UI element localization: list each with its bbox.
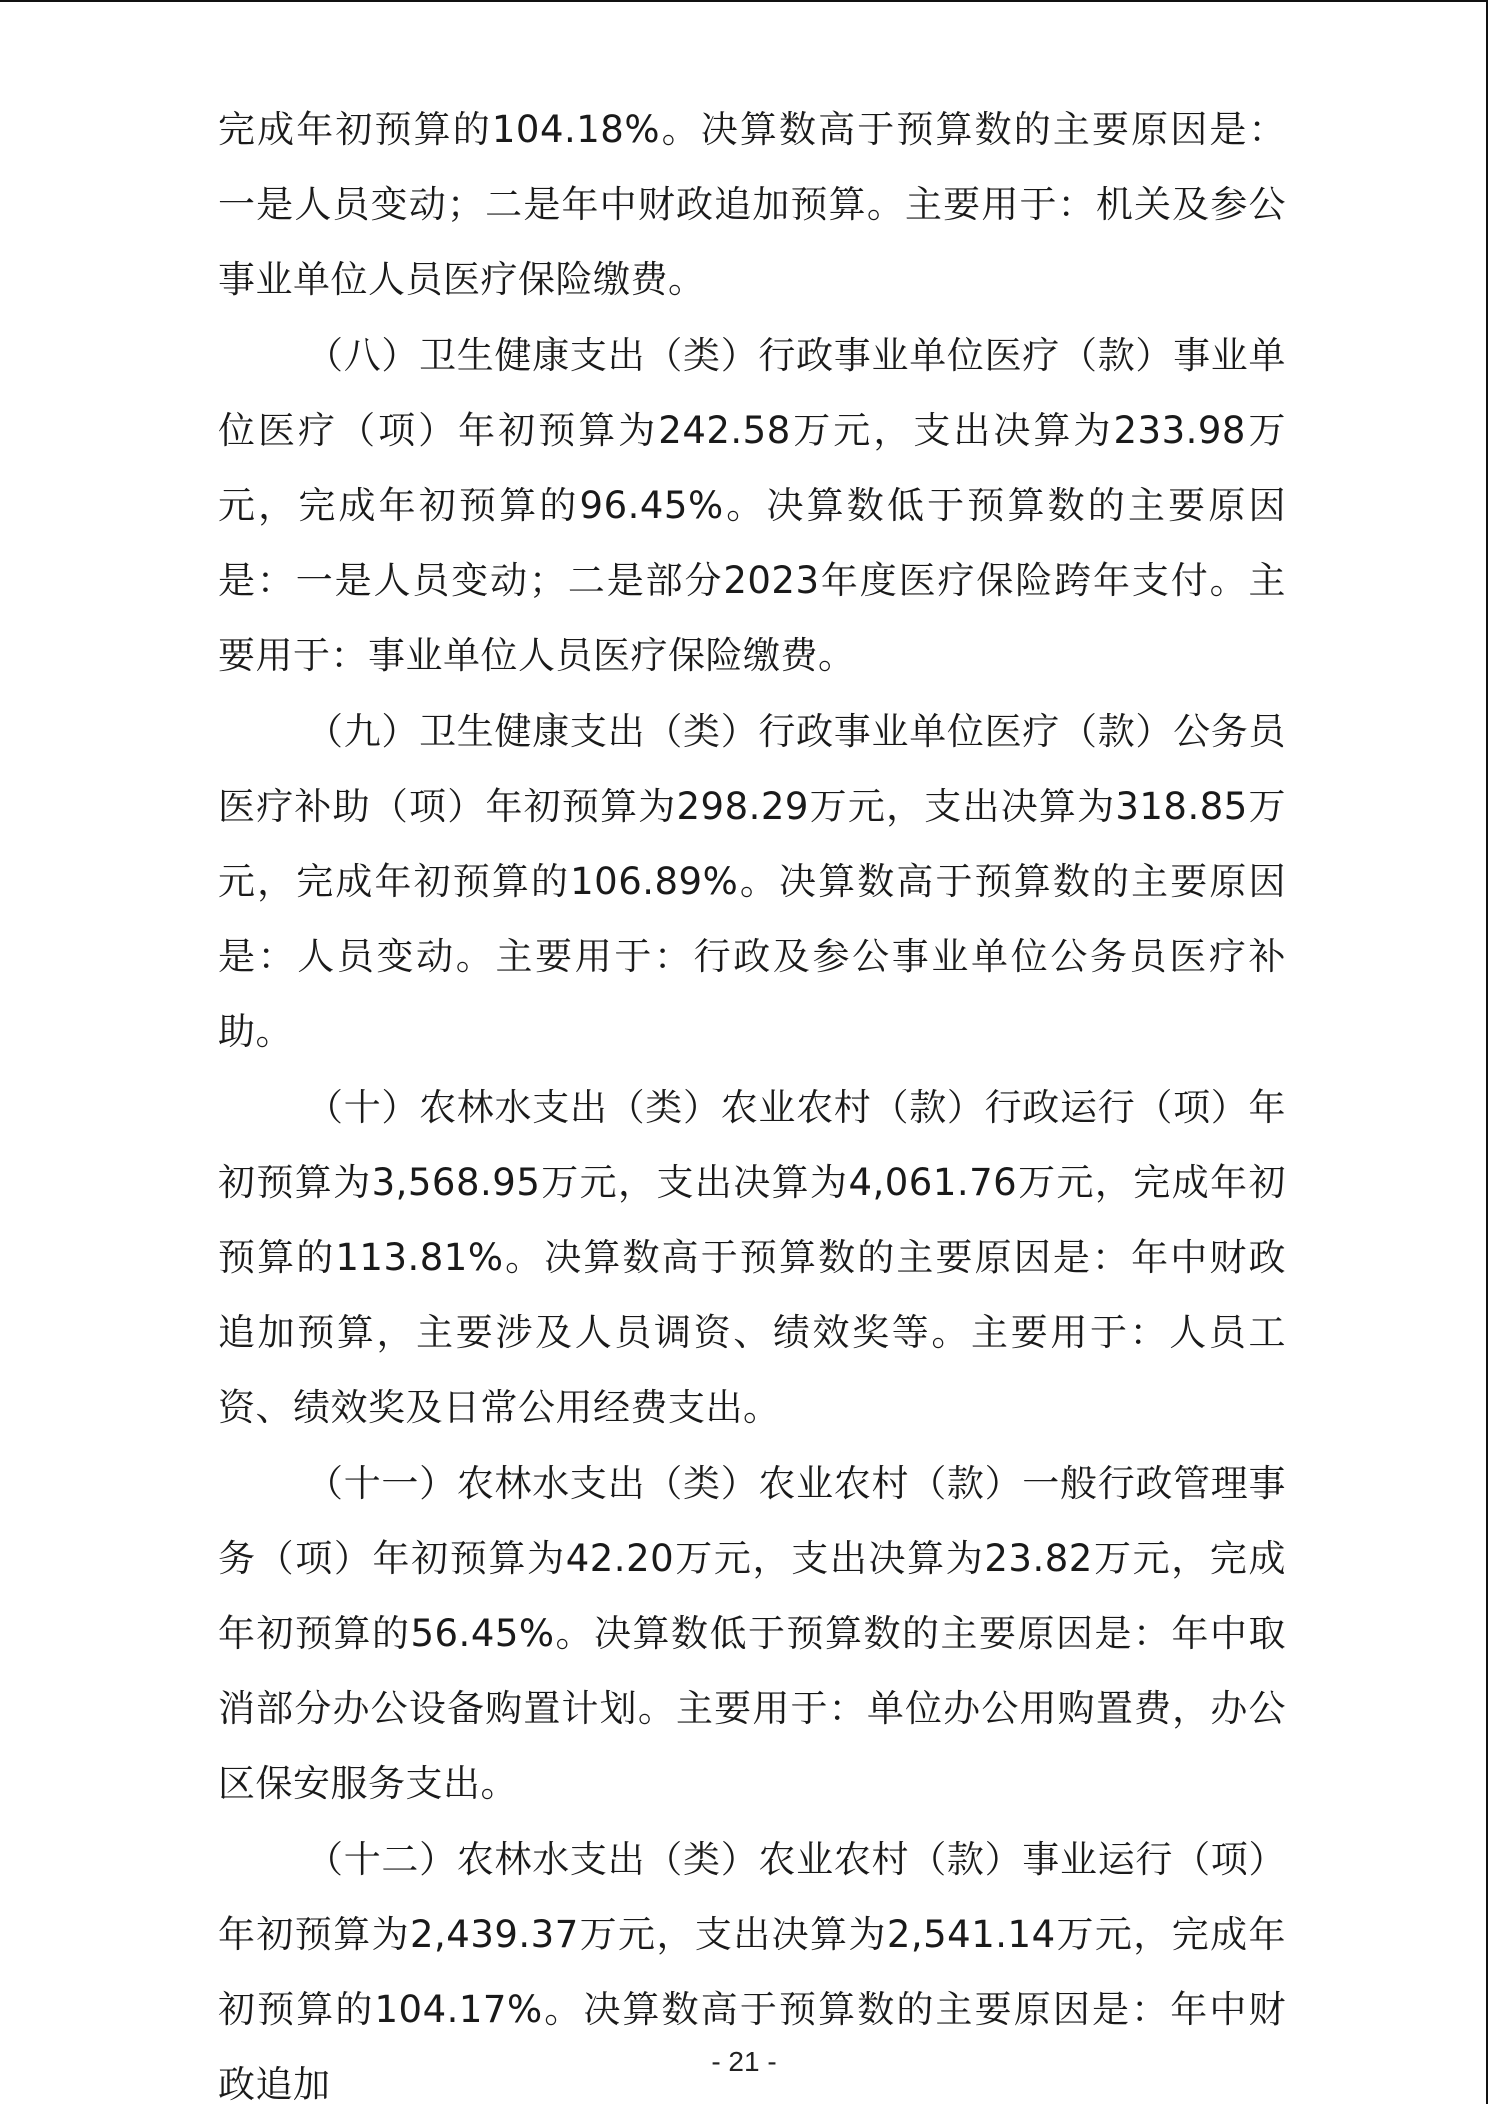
paragraph-item-12: （十二）农林水支出（类）农业农村（款）事业运行（项）年初预算为2,439.37万元，支出决算为2,541.14万元，完成年初预算的104.17%。决算数高于预算数的主要原因是：年中财政追加 bbox=[218, 1837, 1286, 2107]
paragraph-item-10: （十）农林水支出（类）农业农村（款）行政运行（项）年初预算为3,568.95万元，支出决算为4,061.76万元，完成年初预算的113.81%。决算数高于预算数的主要原因是：年中财政追加预算，主要涉及人员调资、绩效奖等。主要用于：人员工资、绩效奖及日常公用经费支出。 bbox=[218, 1085, 1286, 1430]
paragraph-item-9: （九）卫生健康支出（类）行政事业单位医疗（款）公务员医疗补助（项）年初预算为298.29万元，支出决算为318.85万元，完成年初预算的106.89%。决算数高于预算数的主要原因是：人员变动。主要用于：行政及参公事业单位公务员医疗补助。 bbox=[218, 709, 1286, 1054]
page-top-border bbox=[0, 0, 1488, 2]
document-body bbox=[218, 92, 1286, 2122]
page-number: - 21 - bbox=[711, 2046, 777, 2077]
paragraph-item-8: （八）卫生健康支出（类）行政事业单位医疗（款）事业单位医疗（项）年初预算为242.58万元，支出决算为233.98万元，完成年初预算的96.45%。决算数低于预算数的主要原因是：一是人员变动；二是部分2023年度医疗保险跨年支付。主要用于：事业单位人员医疗保险缴费。 bbox=[218, 333, 1286, 678]
paragraph-continuation: 完成年初预算的104.18%。决算数高于预算数的主要原因是：一是人员变动；二是年中财政追加预算。主要用于：机关及参公事业单位人员医疗保险缴费。 bbox=[218, 108, 1286, 302]
paragraph-item-11: （十一）农林水支出（类）农业农村（款）一般行政管理事务（项）年初预算为42.20万元，支出决算为23.82万元，完成年初预算的56.45%。决算数低于预算数的主要原因是：年中取消部分办公设备购置计划。主要用于：单位办公用购置费，办公区保安服务支出。 bbox=[218, 1461, 1286, 1806]
